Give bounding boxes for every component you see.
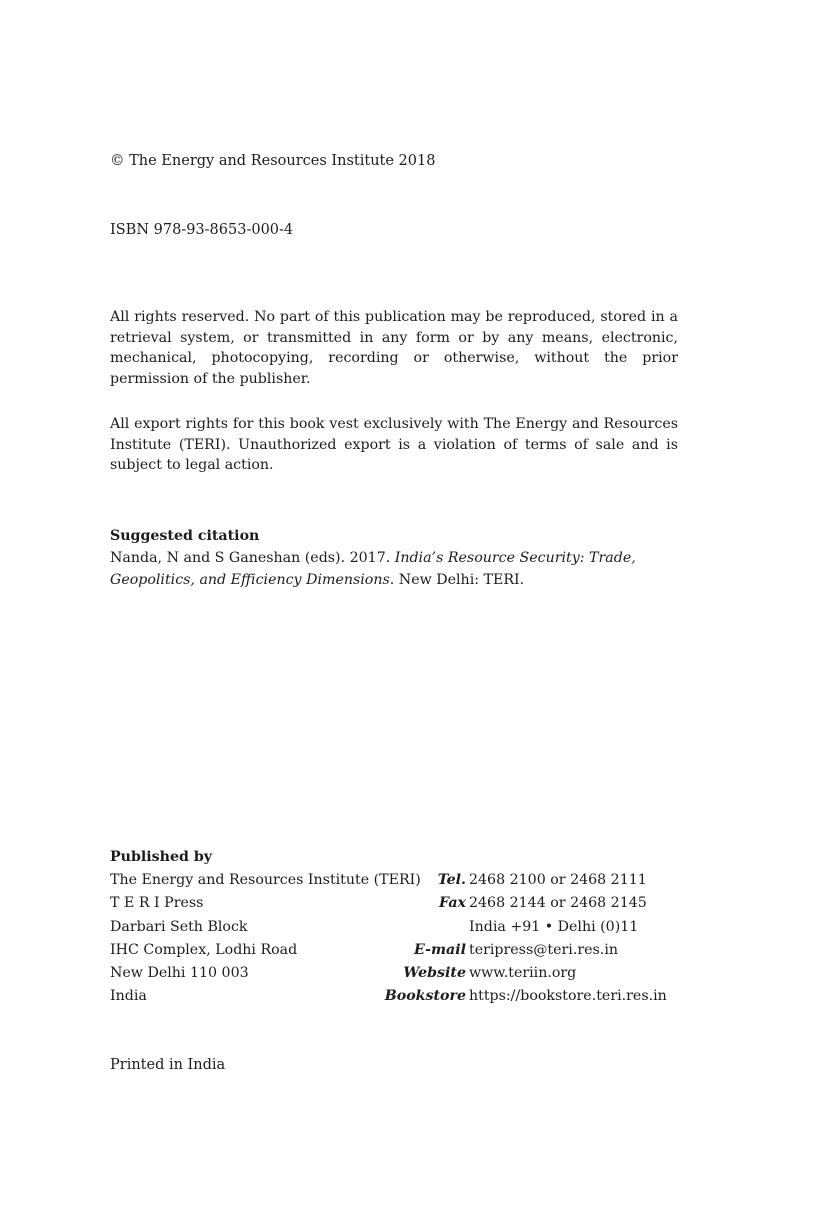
published-by-block <box>110 846 690 1008</box>
publisher-row <box>110 939 690 962</box>
contact-label-tel: Tel. <box>437 872 466 889</box>
publisher-address-line: New Delhi 110 003 <box>110 964 249 981</box>
contact-value-website: www.teriin.org <box>469 964 577 981</box>
citation-text <box>110 547 678 591</box>
copyright-line: © The Energy and Resources Institute 2018 <box>110 153 436 169</box>
export-paragraph: All export rights for this book vest exclusively with The Energy and Resources Institute (TERI). Unauthorized export is a violation of terms of sale and is subject to legal action. <box>110 416 678 474</box>
publisher-address-line: The Energy and Resources Institute (TERI) <box>110 872 421 889</box>
contact-value-dialing-codes: India +91 • Delhi (0)11 <box>469 918 639 935</box>
contact-label-fax: Fax <box>439 895 466 912</box>
rights-paragraph: All rights reserved. No part of this publication may be reproduced, stored in a retrieval system, or transmitted in any form or by any means, electronic, mechanical, photocopying, recording or otherwise, without the prior permission of the publisher. <box>110 309 678 388</box>
contact-value-tel: 2468 2100 or 2468 2111 <box>469 872 647 889</box>
publisher-row <box>110 916 690 939</box>
publisher-address-line: India <box>110 988 147 1005</box>
publisher-row <box>110 985 690 1008</box>
published-by-heading: Published by <box>110 849 213 865</box>
printed-in-line: Printed in India <box>110 1057 226 1073</box>
isbn-line: ISBN 978-93-8653-000-4 <box>110 222 294 238</box>
citation-heading: Suggested citation <box>110 528 260 544</box>
publisher-address-line: IHC Complex, Lodhi Road <box>110 941 298 958</box>
citation-title: India’s Resource Security: Trade, Geopolitics, and Efficiency Dimensions <box>110 550 636 588</box>
publisher-row <box>110 962 690 985</box>
contact-value-bookstore: https://bookstore.teri.res.in <box>469 988 667 1005</box>
publisher-address-line: Darbari Seth Block <box>110 918 248 935</box>
publisher-row <box>110 869 690 892</box>
contact-value-fax: 2468 2144 or 2468 2145 <box>469 895 647 912</box>
suggested-citation <box>110 525 678 591</box>
publisher-row <box>110 892 690 915</box>
citation-publisher: . New Delhi: TERI. <box>389 572 525 588</box>
citation-authors: Nanda, N and S Ganeshan (eds). 2017. <box>110 550 395 566</box>
contact-label-website: Website <box>403 964 466 981</box>
contact-label-email: E-mail <box>414 941 466 958</box>
publisher-address-line: T E R I Press <box>110 895 204 912</box>
contact-label-bookstore: Bookstore <box>384 988 466 1005</box>
contact-value-email: teripress@teri.res.in <box>469 941 618 958</box>
